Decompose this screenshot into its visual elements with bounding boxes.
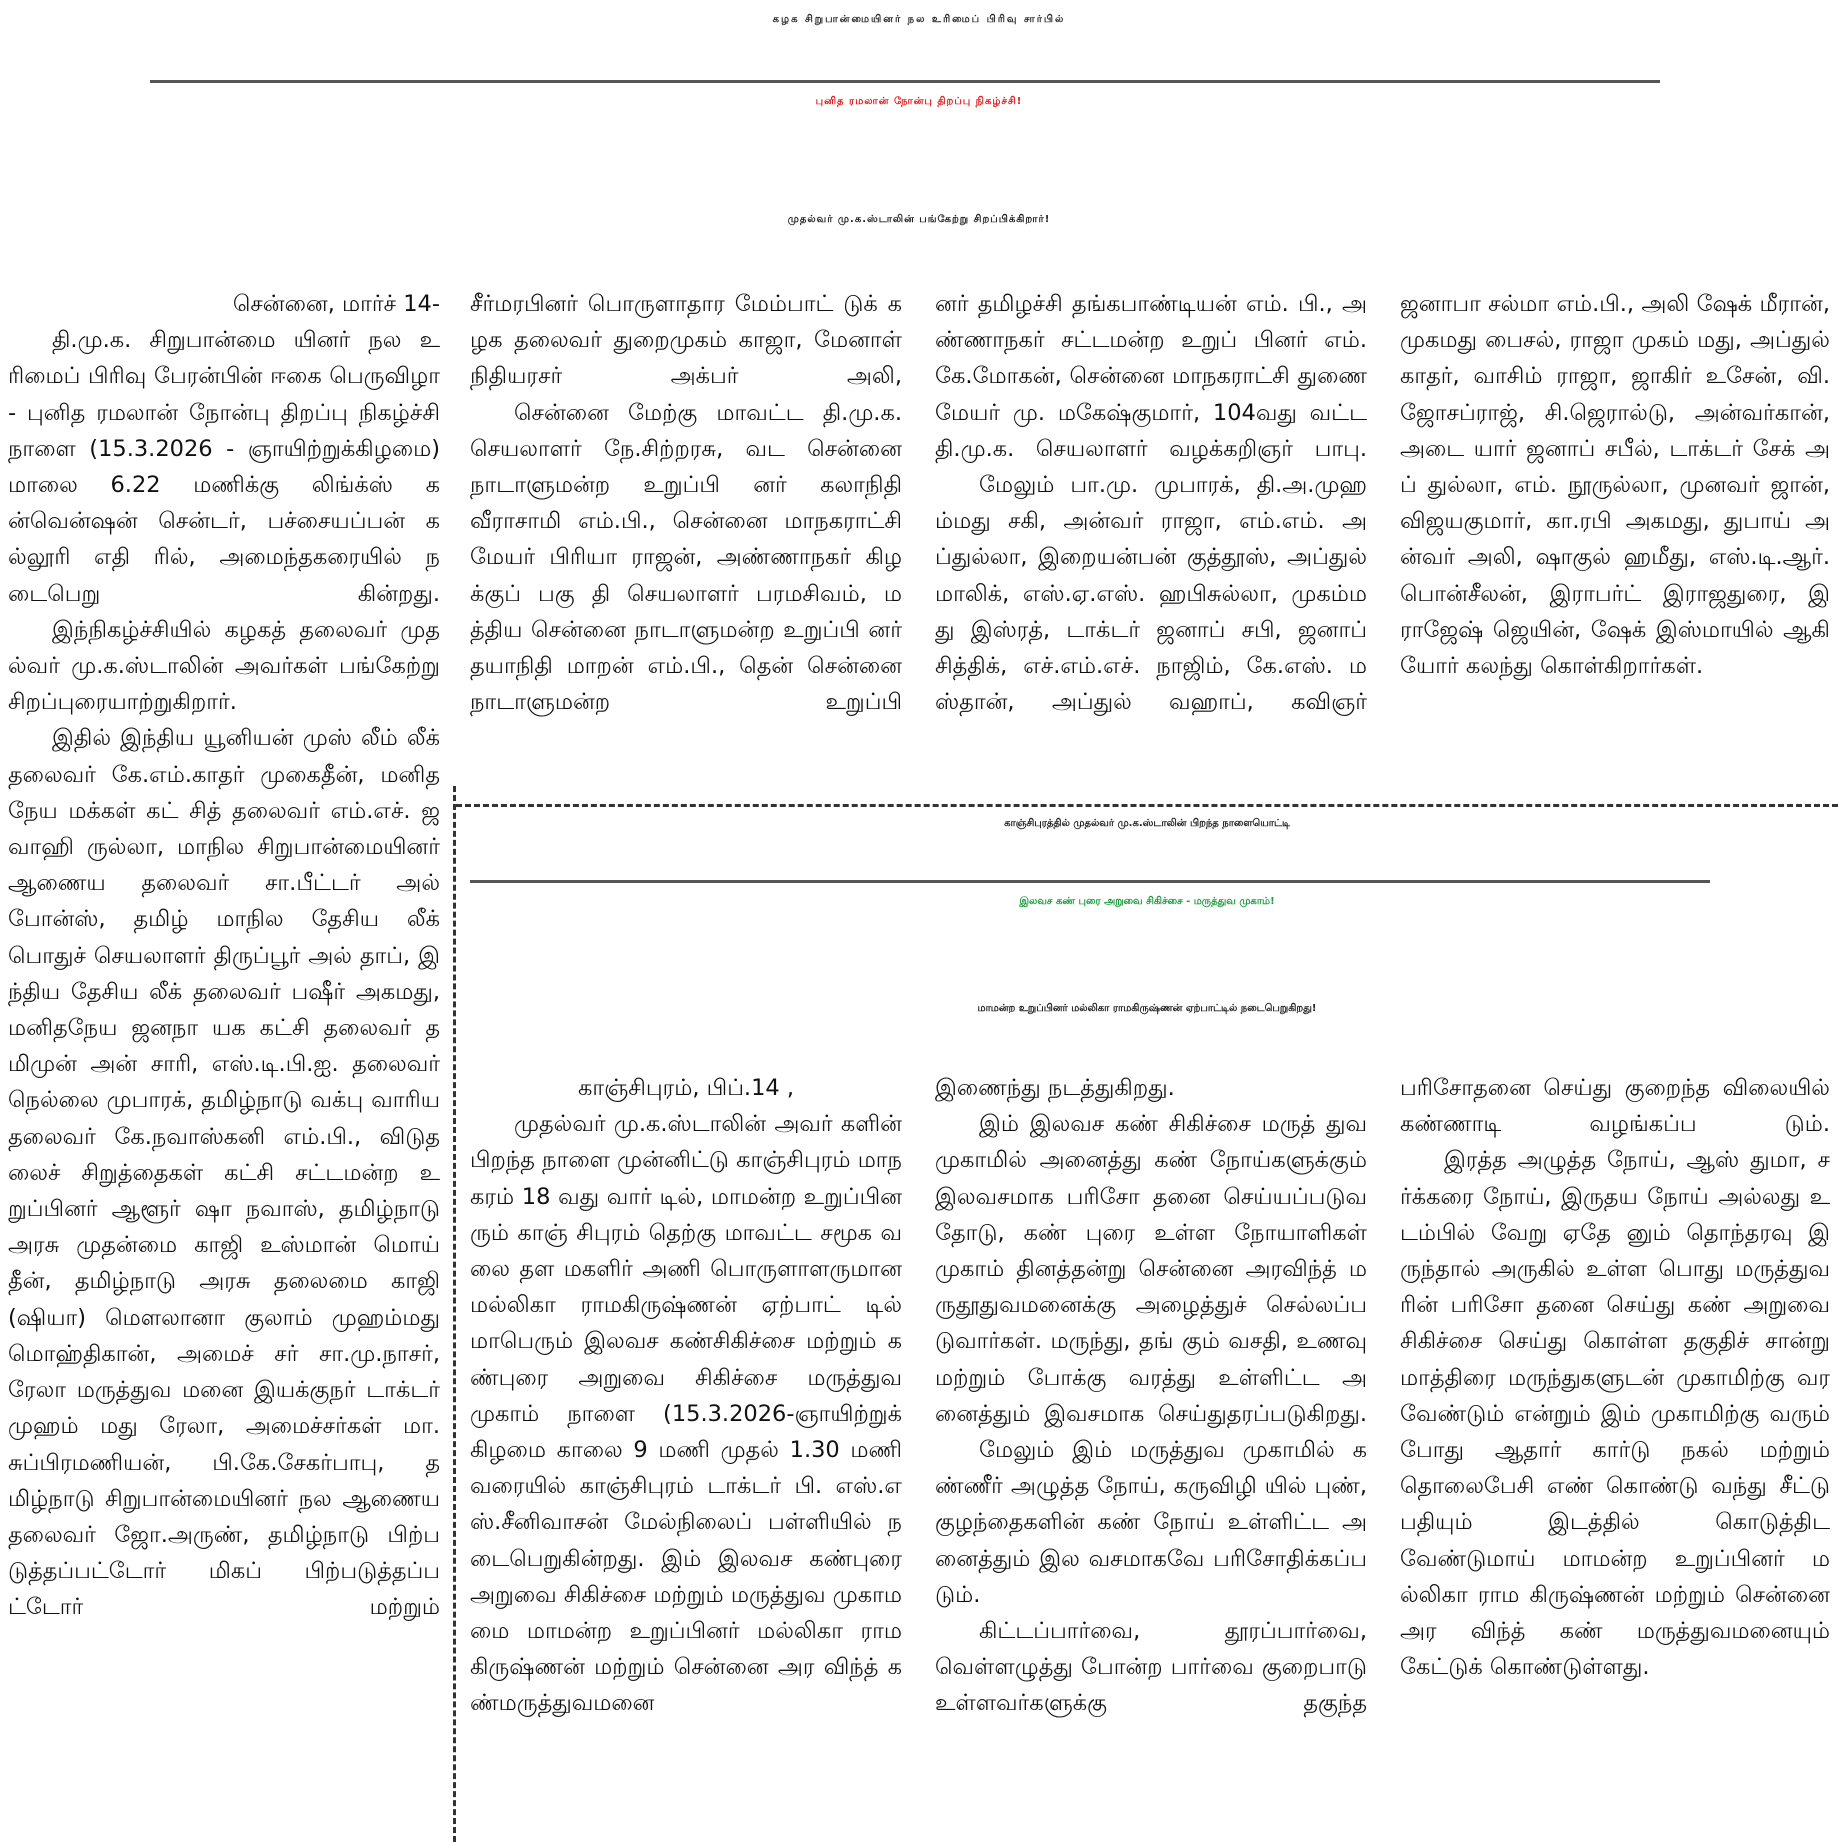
article2-paragraph: மேலும் இம் மருத்துவ முகாமில் கண்ணீர் அழுத்த நோய், கருவிழி யில் புண், குழந்தைகளின் கண் நோய் உள்ளிட்ட அனைத்தும் இல வசமாகவே பரிசோதிக்கப்படும். <box>935 1437 1367 1608</box>
article1-paragraph: இந்நிகழ்ச்சியில் கழகத் தலைவர் முதல்வர் மு.க.ஸ்டாலின் அவர்கள் பங்கேற்று சிறப்புரையாற்றுகிறார். <box>8 616 440 716</box>
article2-rule <box>470 880 1710 883</box>
article2-column-2 <box>935 1070 1367 1722</box>
article2-paragraph: இணைந்து நடத்துகிறது. <box>935 1075 1175 1101</box>
article2-dateline: காஞ்சிபுரம், பிப்.14 , <box>577 1075 795 1101</box>
article1-column-2 <box>470 286 902 720</box>
article1-paragraph: மேலும் பா.மு. முபாரக், தி.அ.முஹம்மது சகி, அன்வர் ராஜா, எம்.எம். அப்துல்லா, இறையன்பன் குத்தூஸ், அப்துல் மாலிக், எஸ்.ஏ.எஸ். ஹபிசுல்லா, முகம்மது இஸ்ரத், டாக்டர் ஜனாப் சபி, ஜனாப் சித்திக், எச்.எம்.எச். நாஜிம், கே.எஸ். மஸ்தான், அப்துல் வஹாப், கவிஞர் <box>935 472 1367 716</box>
article1-paragraph: னர் தமிழச்சி தங்கபாண்டியன் எம். பி., அண்ணாநகர் சட்டமன்ற உறுப் பினர் எம்.கே.மோகன், சென்னை மாநகராட்சி துணை மேயர் மு. மகேஷ்குமார், 104வது வட்ட தி.மு.க. செயலாளர் வழக்கறிஞர் பாபு. <box>935 291 1367 462</box>
article1-column-3 <box>935 286 1367 720</box>
article1-dateline: சென்னை, மார்ச் 14- <box>232 291 440 317</box>
article2-column-1 <box>470 1070 902 1722</box>
article2-paragraph: பரிசோதனை செய்து குறைந்த விலையில் கண்ணாடி வழங்கப்ப டும். <box>1400 1075 1830 1138</box>
article2-paragraph: கிட்டப்பார்வை, தூரப்பார்வை, வெள்ளழுத்து போன்ற பார்வை குறைபாடு உள்ளவர்களுக்கு தகுந்த <box>935 1618 1367 1717</box>
sub-headline: முதல்வர் மு.க.ஸ்டாலின் பங்கேற்று சிறப்பிக்கிறார்! <box>787 214 1051 225</box>
header-kicker: கழக சிறுபான்மையினர் நல உரிமைப் பிரிவு சார்பில் <box>772 14 1066 25</box>
main-headline: புனித ரமலான் நோன்பு திறப்பு நிகழ்ச்சி! <box>815 96 1023 107</box>
article1-column-1 <box>8 286 440 1626</box>
article1-paragraph: சீர்மரபினர் பொருளாதார மேம்பாட் டுக் கழக தலைவர் துறைமுகம் காஜா, மேனாள் நிதியரசர் அக்பர் அலி, <box>470 291 902 390</box>
box-divider-vertical <box>453 786 456 1842</box>
article2-headline: இலவச கண் புரை அறுவை சிகிச்சை - மருத்துவ முகாம்! <box>1019 896 1275 907</box>
article1-paragraph: தி.மு.க. சிறுபான்மை யினர் நல உரிமைப் பிரிவு பேரன்பின் ஈகை பெருவிழா - புனித ரமலான் நோன்பு திறப்பு நிகழ்ச்சி நாளை (15.3.2026 - ஞாயிற்றுக்கிழமை) மாலை 6.22 மணிக்கு லிங்க்ஸ் கன்வென்ஷன் சென்டர், பச்சையப்பன் கல்லூரி எதி ரில், அமைந்தகரையில் நடைபெறு கின்றது. <box>8 327 440 607</box>
article2-subheadline: மாமன்ற உறுப்பினர் மல்லிகா ராமகிருஷ்ணன் ஏற்பாட்டில் நடைபெறுகிறது! <box>977 1003 1317 1014</box>
article1-paragraph: இதில் இந்திய யூனியன் முஸ் லீம் லீக் தலைவர் கே.எம்.காதர் முகைதீன், மனிதநேய மக்கள் கட் சித் தலைவர் எம்.எச். ஜவாஹி ருல்லா, மாநில சிறுபான்மையினர் ஆணைய தலைவர் சா.பீட்டர் அல் போன்ஸ், தமிழ் மாநில தேசிய லீக் பொதுச் செயலாளர் திருப்பூர் அல் தாப், இந்திய தேசிய லீக் தலைவர் பஷீர் அகமது, மனிதநேய ஜனநா யக கட்சி தலைவர் தமிமுன் அன் சாரி, எஸ்.டி.பி.ஐ. தலைவர் நெல்லை முபாரக், தமிழ்நாடு வக்பு வாரிய தலைவர் கே.நவாஸ்கனி எம்.பி., விடுதலைச் சிறுத்தைகள் கட்சி சட்டமன்ற உறுப்பினர் ஆளூர் ஷா நவாஸ், தமிழ்நாடு அரசு முதன்மை காஜி உஸ்மான் மொய் தீன், தமிழ்நாடு அரசு தலைமை காஜி (ஷியா) மௌலானா குலாம் முஹம்மது மொஹ்திகான், அமைச் சர் சா.மு.நாசர், ரேலா மருத்துவ மனை இயக்குநர் டாக்டர் முஹம் மது ரேலா, அமைச்சர்கள் மா. சுப்பிரமணியன், பி.கே.சேகர்பாபு, தமிழ்நாடு சிறுபான்மையினர் நல ஆணைய தலைவர் ஜோ.அருண், தமிழ்நாடு பிற்படுத்தப்பட்டோர் மிகப் பிற்படுத்தப்பட்டோர் மற்றும் <box>8 725 440 1621</box>
article2-paragraph: இரத்த அழுத்த நோய், ஆஸ் துமா, சர்க்கரை நோய், இருதய நோய் அல்லது உடம்பில் வேறு ஏதே னும் தொந்தரவு இருந்தால் அருகில் உள்ள பொது மருத்துவரின் பரிசோ தனை செய்து கண் அறுவை சிகிச்சை செய்து கொள்ள தகுதிச் சான்று மாத்திரை மருந்துகளுடன் முகாமிற்கு வரவேண்டும் என்றும் இம் முகாமிற்கு வரும் போது ஆதார் கார்டு நகல் மற்றும் தொலைபேசி எண் கொண்டு வந்து சீட்டு பதியும் இடத்தில் கொடுத்திட வேண்டுமாய் மாமன்ற உறுப்பினர் மல்லிகா ராம கிருஷ்ணன் மற்றும் சென்னை அர விந்த் கண் மருத்துவமனையும் கேட்டுக் கொண்டுள்ளது. <box>1400 1147 1830 1681</box>
article2-column-3 <box>1400 1070 1830 1685</box>
article2-kicker: காஞ்சிபுரத்தில் முதல்வர் மு.க.ஸ்டாலின் பிறந்த நாளையொட்டி <box>1004 818 1290 829</box>
article1-paragraph: ஜனாபா சல்மா எம்.பி., அலி ஷேக் மீரான், முகமது பைசல், ராஜா முகம் மது, அப்துல் காதர், வாசிம் ராஜா, ஜாகிர் உசேன், வி.ஜோசப்ராஜ், சி.ஜெரால்டு, அன்வர்கான், அடை யார் ஜனாப் சபீல், டாக்டர் சேக் அப் துல்லா, எம். நூருல்லா, முனவர் ஜான், விஜயகுமார், கா.ரபி அகமது, துபாய் அன்வர் அலி, ஷாகுல் ஹமீது, எஸ்.டி.ஆர்.பொன்சீலன், இராபர்ட் இராஜதுரை, இராஜேஷ் ஜெயின், ஷேக் இஸ்மாயில் ஆகி யோர் கலந்து கொள்கிறார்கள். <box>1400 291 1830 680</box>
article1-paragraph: சென்னை மேற்கு மாவட்ட தி.மு.க. செயலாளர் நே.சிற்றரசு, வட சென்னை நாடாளுமன்ற உறுப்பி னர் கலாநிதி வீராசாமி எம்.பி., சென்னை மாநகராட்சி மேயர் பிரியா ராஜன், அண்ணாநகர் கிழக்குப் பகு தி செயலாளர் பரமசிவம், மத்திய சென்னை நாடாளுமன்ற உறுப்பி னர் தயாநிதி மாறன் எம்.பி., தென் சென்னை நாடாளுமன்ற உறுப்பி <box>470 399 902 716</box>
article2-paragraph: இம் இலவச கண் சிகிச்சை மருத் துவ முகாமில் அனைத்து கண் நோய்களுக்கும் இலவசமாக பரிசோ தனை செய்யப்படுவதோடு, கண் புரை உள்ள நோயாளிகள் முகாம் தினத்தன்று சென்னை அரவிந்த் மருதூதுவமனைக்கு அழைத்துச் செல்லப்படுவார்கள். மருந்து, தங் கும் வசதி, உணவு மற்றும் போக்கு வரத்து உள்ளிட்ட அனைத்தும் இவசமாக செய்துதரப்படுகிறது. <box>935 1111 1367 1427</box>
article1-column-4 <box>1400 286 1830 684</box>
article2-paragraph: முதல்வர் மு.க.ஸ்டாலின் அவர் களின் பிறந்த நாளை முன்னிட்டு காஞ்சிபுரம் மாநகரம் 18 வது வார் டில், மாமன்ற உறுப்பினரும் காஞ் சிபுரம் தெற்கு மாவட்ட சமூக வலை தள மகளிர் அணி பொருளாளருமான மல்லிகா ராமகிருஷ்ணன் ஏற்பாட் டில் மாபெரும் இலவச கண்சிகிச்சை மற்றும் கண்புரை அறுவை சிகிச்சை மருத்துவ முகாம் நாளை (15.3.2026-ஞாயிற்றுக் கிழமை காலை 9 மணி முதல் 1.30 மணி வரையில் காஞ்சிபுரம் டாக்டர் பி. எஸ்.எஸ்.சீனிவாசன் மேல்நிலைப் பள்ளியில் நடைபெறுகின்றது. இம் இலவச கண்புரை அறுவை சிகிச்சை மற்றும் மருத்துவ முகாமமை மாமன்ற உறுப்பினர் மல்லிகா ராம கிருஷ்ணன் மற்றும் சென்னை அர விந்த் கண்மருத்துவமனை <box>470 1111 902 1717</box>
header-rule <box>150 80 1660 83</box>
box-divider-horizontal <box>456 804 1838 807</box>
